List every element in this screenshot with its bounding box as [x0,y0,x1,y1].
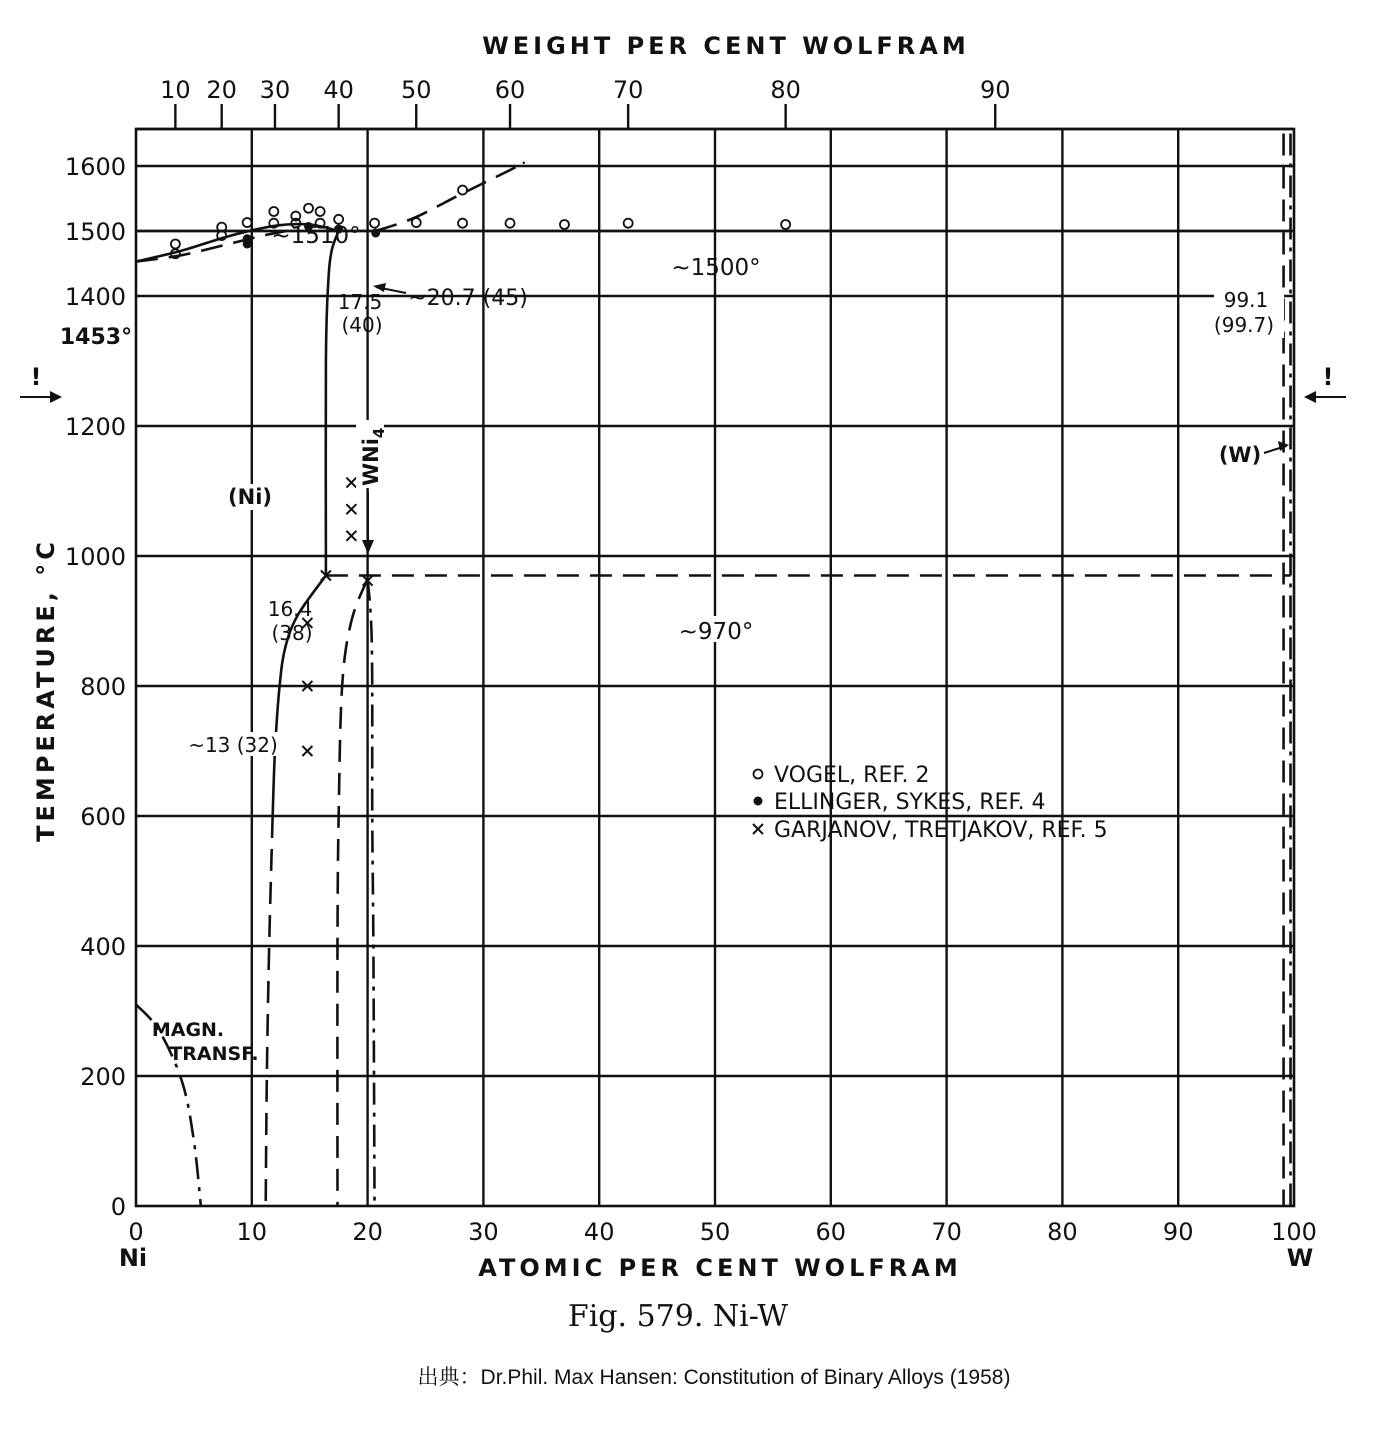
annotation-17-5: 17.5 [337,290,383,314]
y-tick-label: 0 [110,1193,126,1221]
phase-lines [136,134,1291,1207]
marker-garjanov [346,531,356,541]
y-tick-label: 800 [80,673,126,701]
marker-vogel [781,220,790,229]
exclaim-arrowhead-left [50,391,62,403]
y-tick-label: 1400 [64,283,126,311]
x-tick-label: 50 [699,1218,731,1246]
legend-label-garjanov: GARJANOV, TRETJAKOV, REF. 5 [774,818,1108,843]
phase-line-liquidus-high [376,163,525,231]
grid [136,129,1294,1206]
marker-vogel [316,207,325,216]
figure-caption: Fig. 579. Ni-W [567,1299,789,1334]
x-tick-label: 40 [583,1218,615,1246]
phase-label-ni: (Ni) [228,485,272,509]
marker-vogel [370,219,379,228]
marker-vogel [560,220,569,229]
y-tick-label: 1000 [64,543,126,571]
annotation-99-7: (99.7) [1213,313,1275,337]
marker-garjanov [346,478,356,488]
marker-vogel [412,218,421,227]
x-tick-label: 60 [815,1218,847,1246]
source-citation: 出典：Dr.Phil. Max Hansen: Constitution of Binary Alloys (1958) [417,1366,1011,1389]
x-tick-label: 100 [1271,1218,1317,1246]
annotation-17-5-wt: (40) [341,313,383,337]
phase-line-(Ni)-solvus [326,231,339,576]
compound-label-wni4-main: WNi [359,438,383,486]
y-axis-title: TEMPERATURE, °C [32,538,60,842]
x2-tick-label: 50 [400,76,432,104]
marker-garjanov [302,746,312,756]
y-tick-label: 400 [80,933,126,961]
y-tick-label: 1500 [64,218,126,246]
annotation-99-1: 99.1 [1223,288,1269,312]
x-end-label-right: W [1286,1244,1314,1272]
marker-vogel [458,219,467,228]
marker-vogel [458,186,467,195]
x2-tick-label: 60 [494,76,526,104]
annotation-1500: ~1500° [671,255,761,281]
legend-marker-dot [754,797,763,806]
y-tick-label: 600 [80,803,126,831]
legend-label-vogel: VOGEL, REF. 2 [774,763,930,788]
y-tick-label: 200 [80,1063,126,1091]
marker-vogel [506,219,515,228]
magn-label-2: TRANSF. [169,1043,259,1065]
x-tick-label: 30 [468,1218,499,1246]
annotation-13: ~13 (32) [188,733,278,757]
annotation-1510: ~1510° [271,223,361,249]
x-tick-label: 10 [236,1218,268,1246]
magn-label-1: MAGN. [151,1019,225,1041]
annotation-16-4-wt: (38) [271,621,313,645]
x-tick-label: 70 [931,1218,962,1246]
x-tick-label: 20 [352,1218,383,1246]
exclaim-arrowhead-right [1304,391,1316,403]
x2-tick-label: 90 [979,76,1011,104]
x2-tick-label: 40 [323,76,354,104]
annotation-970: ~970° [678,619,754,645]
x2-tick-label: 80 [770,76,801,104]
y-tick-label: 1200 [64,413,126,441]
marker-vogel [624,219,633,228]
legend-label-ellinger: ELLINGER, SYKES, REF. 4 [774,790,1046,815]
phase-line-WNi4-left [337,579,367,1206]
marker-vogel [304,204,313,213]
marker-garjanov [346,504,356,514]
legend-marker-x [753,824,763,834]
compound-label-wni4-sub: 4 [370,427,388,439]
x-end-label-left: Ni [118,1244,148,1272]
y-tick-label: 1600 [64,153,126,181]
marker-vogel [171,240,180,249]
x2-axis-title: WEIGHT PER CENT WOLFRAM [482,32,970,60]
x2-tick-label: 30 [259,76,291,104]
exclaim-left: ! [30,363,42,391]
x-tick-label: 0 [128,1218,144,1246]
annotation-20-7: ~20.7 (45) [408,286,528,311]
annotation-1453: 1453° [59,325,133,350]
x-axis-title: ATOMIC PER CENT WOLFRAM [478,1254,962,1282]
x-tick-label: 80 [1047,1218,1078,1246]
annotation-16-4: 16.4 [267,597,313,621]
marker-ellinger [243,240,252,249]
legend-marker-circle [754,770,763,779]
legend [753,763,1108,843]
exclaim-right: ! [1322,363,1334,391]
x2-tick-label: 20 [206,76,237,104]
arrowhead-wni4 [362,540,374,554]
marker-vogel [243,218,252,227]
x2-tick-label: 10 [160,76,191,104]
marker-ellinger [371,228,380,237]
x2-tick-label: 70 [612,76,644,104]
x-tick-label: 90 [1162,1218,1194,1246]
marker-vogel [269,207,278,216]
phase-label-w: (W) [1218,443,1262,467]
phase-line-(Ni)-solvus-low-dashed [266,816,273,1206]
